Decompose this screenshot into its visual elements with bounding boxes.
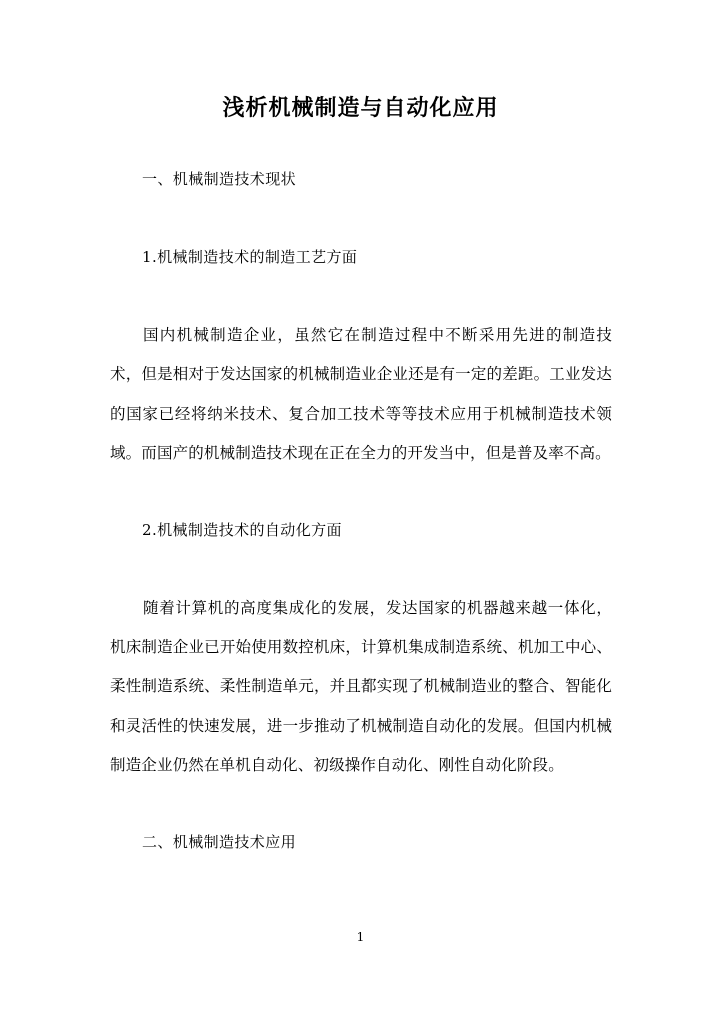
subsection-heading-1-1: 1.机械制造技术的制造工艺方面 <box>142 248 358 266</box>
spacer <box>110 474 612 511</box>
document-body <box>110 160 612 862</box>
subsection-heading-1-2: 2.机械制造技术的自动化方面 <box>142 520 342 539</box>
spacer <box>110 277 612 316</box>
section-heading-1: 一、机械制造技术现状 <box>142 170 297 188</box>
body-paragraph-1: 国内机械制造企业，虽然它在制造过程中不断采用先进的制造技术，但是相对于发达国家的机械制造业企业还是有一定的差距。工业发达的国家已经将纳米技术、复合加工技术等等技术应用于机械制造技术领域。而国产的机械制造技术现在正在全力的开发当中，但是普及率不高。 <box>110 326 612 463</box>
spacer <box>110 550 612 589</box>
page-number: 1 <box>356 930 365 944</box>
document-title: 浅析机械制造与自动化应用 <box>222 96 499 121</box>
body-paragraph-2: 随着计算机的高度集成化的发展，发达国家的机器越来越一体化，机床制造企业已开始使用数控机床，计算机集成制造系统、机加工中心、柔性制造系统、柔性制造单元，并且都实现了机械制造业的整合、智能化和灵活性的快速发展，进一步推动了机械制造自动化的发展。但国内机械制造企业仍然在单机自动化、初级操作自动化、刚性自动化阶段。 <box>110 598 612 775</box>
spacer <box>110 786 612 823</box>
spacer <box>110 199 612 238</box>
section-heading-2: 二、机械制造技术应用 <box>142 832 297 851</box>
